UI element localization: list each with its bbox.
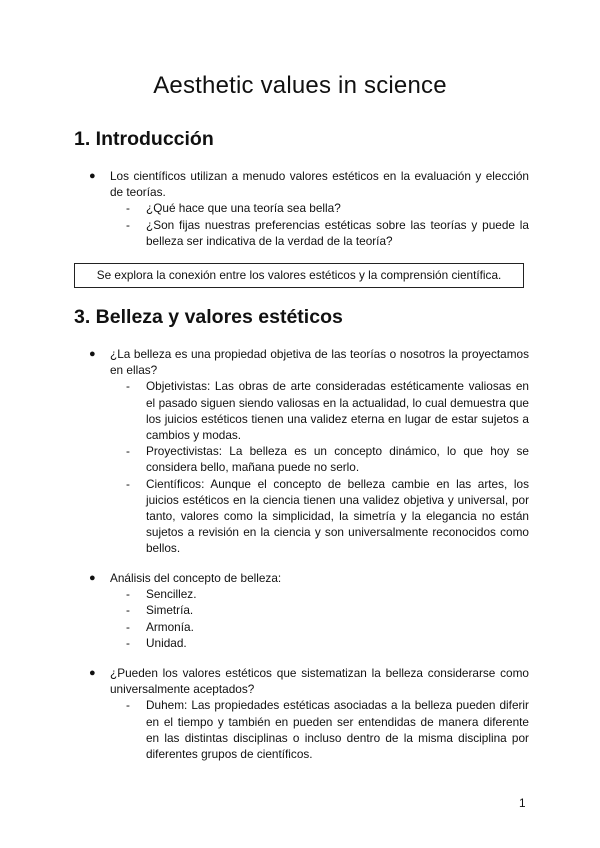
section-heading-introduccion: 1. Introducción — [74, 128, 214, 150]
list-item — [74, 665, 529, 762]
dash-icon: - — [126, 619, 130, 634]
list-item — [74, 570, 529, 651]
bullet-icon: ● — [89, 170, 96, 182]
bullet-icon: ● — [89, 348, 96, 360]
summary-box: Se explora la conexión entre los valores estéticos y la comprensión científica. — [74, 263, 524, 288]
bullet-icon: ● — [89, 572, 96, 584]
sub-list-item: - ¿Qué hace que una teoría sea bella? — [126, 201, 341, 216]
sub-list-item: - Unidad. — [126, 635, 187, 650]
dash-icon: - — [126, 635, 130, 650]
dash-icon: - — [126, 603, 130, 618]
intro-list — [74, 168, 529, 249]
dash-icon: - — [126, 379, 130, 394]
list-item-text: Análisis del concepto de belleza: — [110, 571, 282, 585]
document-title: Aesthetic values in science — [153, 72, 447, 99]
belleza-list-3 — [74, 665, 529, 762]
sub-list-item: - Sencillez. — [126, 587, 197, 602]
list-item — [74, 168, 529, 249]
list-item-text: ¿La belleza es una propiedad objetiva de las teorías o nosotros la proyectamos en ellas? — [110, 347, 529, 378]
belleza-list-2 — [74, 570, 529, 651]
sub-list-item: - Objetivistas: Las obras de arte consideradas estéticamente valiosas en el pasado siguen siendo valiosas en la actualidad, lo cual demuestra que los juicios estéticos tienen una validez eterna en lugar de estar sujetos a cambios y modas. — [126, 379, 529, 443]
dash-icon: - — [126, 217, 130, 232]
sub-list-item: - Científicos: Aunque el concepto de belleza cambie en las artes, los juicios estéticos en la ciencia tienen una validez objetiva y universal, por tanto, valores como la simplicidad, la simetría y la elegancia no están sujetos a revisión en la ciencia y son universalmente reconocidos como bellos. — [126, 476, 529, 556]
dash-icon: - — [126, 698, 130, 713]
sub-list-item: - ¿Son fijas nuestras preferencias estéticas sobre las teorías y puede la belleza ser indicativa de la verdad de la teoría? — [126, 217, 529, 248]
sub-list-item: - Simetría. — [126, 603, 194, 618]
sub-list-item: - Proyectivistas: La belleza es un concepto dinámico, lo que hoy se considera bello, mañana puede no serlo. — [126, 444, 529, 475]
dash-icon: - — [126, 587, 130, 602]
list-item-text: ¿Pueden los valores estéticos que sistematizan la belleza considerarse como universalmente aceptados? — [110, 666, 529, 697]
section-heading-belleza: 3. Belleza y valores estéticos — [74, 306, 343, 328]
bullet-icon: ● — [89, 667, 96, 679]
belleza-list-1 — [74, 346, 529, 557]
dash-icon: - — [126, 444, 130, 459]
dash-icon: - — [126, 201, 130, 216]
list-item — [74, 346, 529, 557]
sub-list-item: - Duhem: Las propiedades estéticas asociadas a la belleza pueden diferir en el tiempo y también en pueden ser entendidas de manera diferente en las distintas disciplinas o incluso dentro de la misma disciplina por diferentes grupos de científicos. — [126, 698, 529, 762]
dash-icon: - — [126, 476, 130, 491]
list-item-text: Los científicos utilizan a menudo valores estéticos en la evaluación y elección de teorías. — [110, 169, 529, 200]
sub-list-item: - Armonía. — [126, 619, 194, 634]
page-number: 1 — [519, 796, 526, 810]
